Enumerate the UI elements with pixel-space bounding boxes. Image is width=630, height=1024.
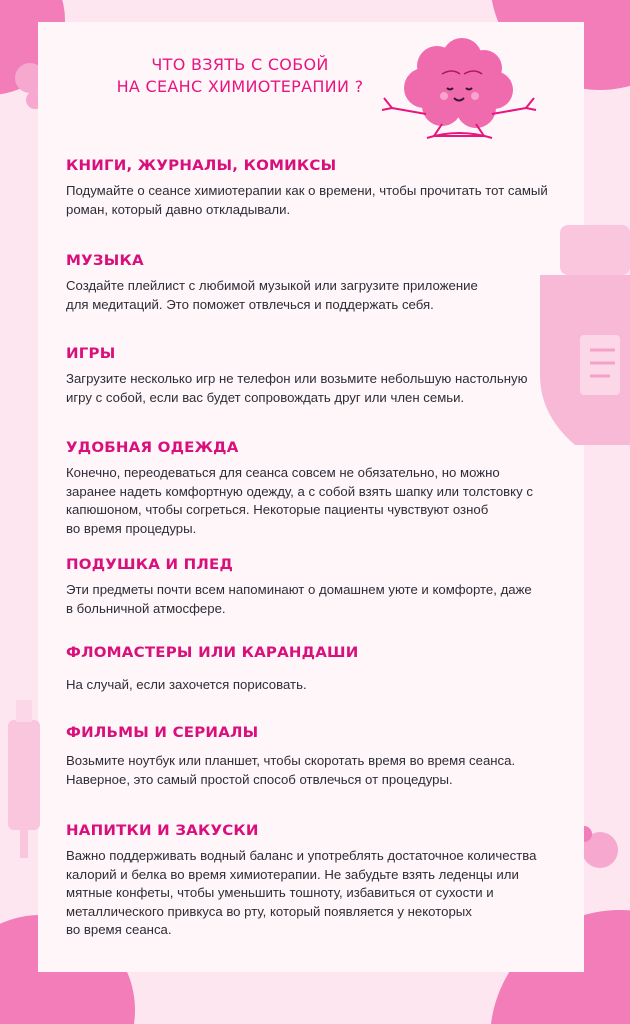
section-text: Подумайте о сеансе химиотерапии как о времени, чтобы прочитать тот самый роман, который давно откладывали. [66,183,548,217]
section-drinks [66,820,566,940]
section-title: КНИГИ, ЖУРНАЛЫ, КОМИКСЫ [66,156,337,174]
section-clothes [66,437,566,538]
section-music [66,250,566,314]
section-title: ИГРЫ [66,344,116,362]
section-text: Важно поддерживать водный баланс и употреблять достаточное количества калорий и белка во время химиотерапии. Не забудьте взять леденцы или мятные конфеты, чтобы уменьшить тошноту, избавиться от сухости и металлического привкуса во рту, который появляется у некоторых во время сеанса. [66,848,537,937]
section-markers [66,642,566,695]
section-movies [66,722,566,789]
section-books [66,155,566,219]
section-title: МУЗЫКА [66,251,144,269]
syringe-decoration-icon [0,700,55,860]
section-title: НАПИТКИ И ЗАКУСКИ [66,821,259,839]
section-text: Возьмите ноутбук или планшет, чтобы скоротать время во время сеанса. Наверное, это самый простой способ отвлечься от процедуры. [66,753,516,787]
meditating-brain-icon [372,36,542,148]
section-text: Эти предметы почти всем напоминают о домашнем уюте и комфорте, даже в больничной атмосфере. [66,582,532,616]
section-title: ФИЛЬМЫ И СЕРИАЛЫ [66,723,259,741]
title-line-2: НА СЕАНС ХИМИОТЕРАПИИ ? [116,77,364,96]
section-title: ПОДУШКА И ПЛЕД [66,555,234,573]
title-line-1: ЧТО ВЗЯТЬ С СОБОЙ [151,55,329,74]
section-text: Конечно, переодеваться для сеанса совсем не обязательно, но можно заранее надеть комфортную одежду, а с собой взять шапку или толстовку с капюшоном, чтобы согреться. Некоторые пациенты чувствуют озноб во время процедуры. [66,465,533,536]
section-text: Загрузите несколько игр не телефон или возьмите небольшую настольную игру с собой, если вас будет сопровождать друг или член семьи. [66,371,528,405]
section-pillow [66,554,566,618]
page-title [90,54,390,98]
section-text: Создайте плейлист с любимой музыкой или загрузите приложение для медитаций. Это поможет отвлечься и поддержать себя. [66,278,478,312]
section-title: ФЛОМАСТЕРЫ ИЛИ КАРАНДАШИ [66,643,359,661]
section-text: На случай, если захочется порисовать. [66,677,307,692]
section-title: УДОБНАЯ ОДЕЖДА [66,438,239,456]
section-games [66,343,566,407]
